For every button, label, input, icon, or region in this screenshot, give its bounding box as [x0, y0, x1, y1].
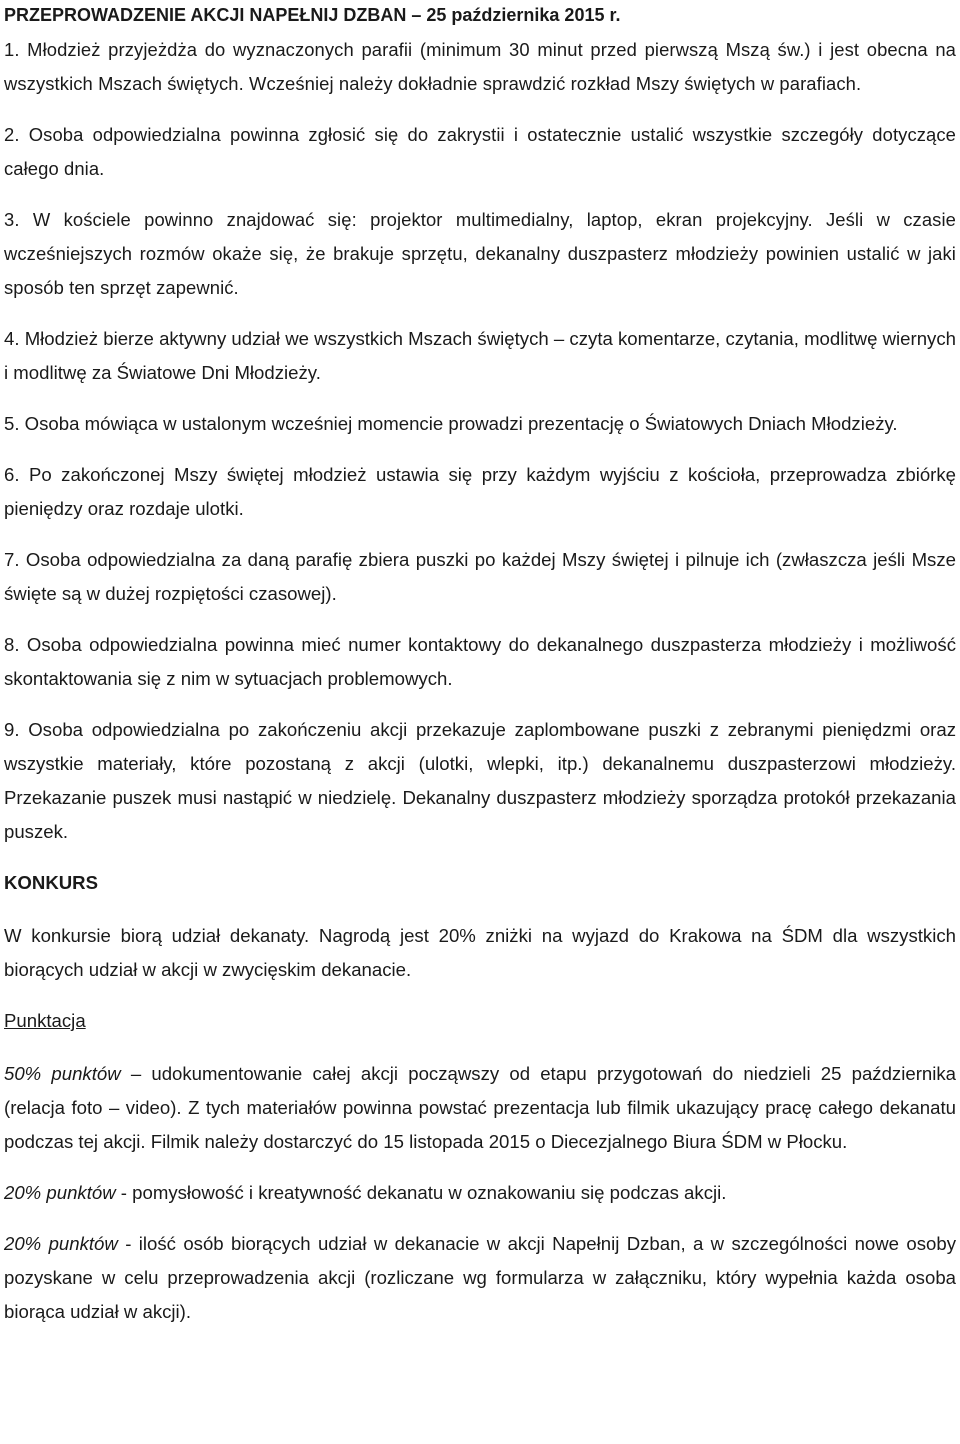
punktacja-entry-3-label: 20% punktów	[4, 1233, 118, 1254]
instruction-item-3	[4, 203, 956, 305]
punktacja-entry-1-label: 50% punktów	[4, 1063, 121, 1084]
punktacja-entry-2-text: - pomysłowość i kreatywność dekanatu w oznakowaniu się podczas akcji.	[115, 1182, 727, 1203]
punktacja-entry-3	[4, 1227, 956, 1329]
instruction-item-3-cont: Jeśli w czasie wcześniejszych rozmów okaże się, że brakuje sprzętu, dekanalny duszpasterz młodzieży powinien ustalić w jaki sposób ten sprzęt zapewnić.	[4, 209, 956, 298]
instruction-item-2: 2. Osoba odpowiedzialna powinna zgłosić się do zakrystii i ostatecznie ustalić wszystkie szczegóły dotyczące całego dnia.	[4, 124, 956, 179]
punktacja-entry-2-label: 20% punktów	[4, 1182, 116, 1203]
instruction-item-7: 7. Osoba odpowiedzialna za daną parafię zbiera puszki po każdej Mszy świętej i pilnuje ich (zwłaszcza jeśli Msze święte są w dużej rozpiętości czasowej).	[4, 549, 956, 604]
instructions-list	[4, 33, 956, 849]
punktacja-entry-3-text: - ilość osób biorących udział w dekanacie w akcji Napełnij Dzban, a w szczególności nowe osoby pozyskane w celu przeprowadzenia akcji (rozliczane wg formularza w załączniku, który wypełnia każda osoba biorąca udział w akcji).	[4, 1233, 957, 1322]
instruction-item-4: 4. Młodzież bierze aktywny udział we wszystkich Mszach świętych – czyta komentarze, czytania, modlitwę wiernych i modlitwę za Światowe Dni Młodzieży.	[4, 328, 956, 383]
document-title: PRZEPROWADZENIE AKCJI NAPEŁNIJ DZBAN – 25 października 2015 r.	[4, 5, 621, 25]
punktacja-entry-2	[4, 1176, 956, 1210]
instruction-item-8: 8. Osoba odpowiedzialna powinna mieć numer kontaktowy do dekanalnego duszpasterza młodzieży i możliwość skontaktowania się z nim w sytuacjach problemowych.	[4, 634, 956, 689]
instruction-item-5: 5. Osoba mówiąca w ustalonym wcześniej momencie prowadzi prezentację o Światowych Dniach Młodzieży.	[4, 413, 898, 434]
punktacja-entry-1-text: – udokumentowanie całej akcji począwszy od etapu przygotowań do niedzieli 25 października (relacja foto – video). Z tych materiałów powinna powstać prezentacja lub filmik ukazujący pracę całego dekanatu podczas tej akcji. Filmik należy dostarczyć do 15 listopada 2015 o Diecezjalnego Biura ŚDM w Płocku.	[4, 1063, 957, 1152]
instruction-item-1: 1. Młodzież przyjeżdża do wyznaczonych parafii (minimum 30 minut przed pierwszą Mszą św.) i jest obecna na wszystkich Mszach świętych. Wcześniej należy dokładnie sprawdzić rozkład Mszy świętych w parafiach.	[4, 39, 956, 94]
punktacja-heading: Punktacja	[4, 1010, 86, 1031]
punktacja-entry-1	[4, 1057, 956, 1159]
instruction-item-9: 9. Osoba odpowiedzialna po zakończeniu akcji przekazuje zaplombowane puszki z zebranymi pieniędzmi oraz wszystkie materiały, które pozostaną z akcji (ulotki, wlepki, itp.) dekanalnemu duszpasterzowi młodzieży. Przekazanie puszek musi nastąpić w niedzielę. Dekanalny duszpasterz młodzieży sporządza protokół przekazania puszek.	[4, 719, 956, 842]
instruction-item-3-lead: 3. W kościele powinno znajdować się: projektor multimedialny, laptop, ekran projekcyjny.	[4, 209, 813, 230]
konkurs-heading: KONKURS	[4, 872, 99, 893]
instruction-item-6: 6. Po zakończonej Mszy świętej młodzież ustawia się przy każdym wyjściu z kościoła, przeprowadza zbiórkę pieniędzy oraz rozdaje ulotki.	[4, 464, 956, 519]
konkurs-text: W konkursie biorą udział dekanaty. Nagrodą jest 20% zniżki na wyjazd do Krakowa na ŚDM dla wszystkich biorących udział w akcji w zwycięskim dekanacie.	[4, 925, 956, 980]
